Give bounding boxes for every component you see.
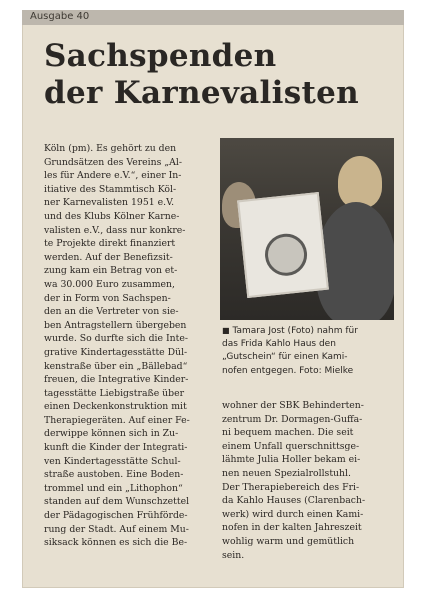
body-line: zung kam ein Betrag von et-	[44, 265, 178, 277]
article-body-left-column	[44, 142, 212, 550]
photo-voucher-sign	[237, 192, 329, 298]
caption-line-1	[222, 324, 398, 338]
body-line: ner Karnevalisten 1951 e.V.	[44, 197, 175, 209]
photo-person-background	[338, 156, 382, 208]
body-line: wohlig warm und gemütlich	[222, 535, 355, 547]
body-line: ni bequem machen. Die seit	[222, 427, 354, 439]
body-line: kunft die Kinder der Integrati-	[44, 442, 188, 454]
body-line: werk) wird durch einen Kami-	[222, 508, 364, 520]
body-line: wohner der SBK Behinderten-	[222, 400, 364, 411]
body-line: da Kahlo Hauses (Clarenbach-	[222, 495, 366, 507]
body-line: freuen, die Integrative Kinder-	[44, 374, 189, 386]
body-line: les für Andere e.V.“, einer In-	[44, 170, 182, 182]
body-line: wa 30.000 Euro zusammen,	[44, 278, 175, 290]
body-line: kenstraße über ein „Bällebad“	[44, 360, 188, 372]
body-line: Köln (pm). Es gehört zu den	[44, 143, 177, 154]
body-line: ven Kindertagesstätte Schul-	[44, 455, 181, 467]
newspaper-clipping	[22, 10, 404, 588]
photo-voucher-logo	[263, 232, 309, 278]
body-line: rung der Stadt. Auf einem Mu-	[44, 523, 189, 535]
issue-header-bar	[22, 10, 404, 25]
caption-line-2: das Frida Kahlo Haus den	[222, 339, 336, 350]
body-line: straße austoben. Eine Boden-	[44, 469, 184, 481]
caption-bullet: ■	[222, 326, 230, 335]
article-headline	[44, 38, 394, 112]
body-line: einen Deckenkonstruktion mit	[44, 401, 187, 413]
body-line: werden. Auf der Benefizsit-	[44, 251, 173, 263]
body-line: valisten e.V., dass nur konkre-	[44, 224, 186, 236]
body-line: der in Form von Sachspen-	[44, 292, 171, 304]
body-line: siksack können es sich die Be-	[44, 537, 188, 549]
article-body-right-column	[222, 399, 398, 562]
body-line: einem Unfall querschnittsge-	[222, 440, 360, 452]
body-line: sein.	[222, 549, 245, 561]
body-line: ben Antragstellern übergeben	[44, 319, 187, 331]
issue-label: Ausgabe 40	[30, 11, 90, 22]
headline-line-2: der Karnevalisten	[44, 75, 359, 111]
body-line: tagesstätte Liebigstraße über	[44, 387, 185, 399]
body-line: den an die Vertreter von sie-	[44, 306, 179, 318]
body-line: trommel und ein „Lithophon“	[44, 482, 183, 494]
body-line: Der Therapiebereich des Fri-	[222, 481, 360, 493]
article-photo	[220, 138, 394, 320]
body-line: derwippe können sich in Zu-	[44, 428, 179, 440]
caption-line-text: Tamara Jost (Foto) nahm für	[232, 326, 358, 336]
photo-person-body	[316, 202, 394, 320]
photo-caption	[222, 324, 398, 378]
body-line: itiative des Stammtisch Köl-	[44, 183, 177, 195]
body-line: nofen in der kalten Jahreszeit	[222, 522, 362, 534]
caption-line-3: „Gutschein“ für einen Kami-	[222, 352, 348, 363]
body-line: grative Kindertagesstätte Dül-	[44, 346, 188, 358]
headline-line-1: Sachspenden	[44, 38, 277, 74]
body-line: nen neuen Spezialrollstuhl.	[222, 467, 351, 479]
body-line: wurde. So durfte sich die Inte-	[44, 333, 189, 345]
body-line: und des Klubs Kölner Karne-	[44, 210, 180, 222]
body-line: Grundsätzen des Vereins „Al-	[44, 156, 183, 168]
body-line: standen auf dem Wunschzettel	[44, 496, 190, 508]
body-line: der Pädagogischen Frühförde-	[44, 510, 188, 522]
caption-line-4: nofen entgegen. Foto: Mielke	[222, 365, 354, 376]
body-line: te Projekte direkt finanziert	[44, 238, 176, 250]
body-line: Therapiegeräten. Auf einer Fe-	[44, 414, 190, 426]
body-line: lähmte Julia Holler bekam ei-	[222, 454, 361, 466]
body-line: zentrum Dr. Dormagen-Guffa-	[222, 413, 363, 425]
